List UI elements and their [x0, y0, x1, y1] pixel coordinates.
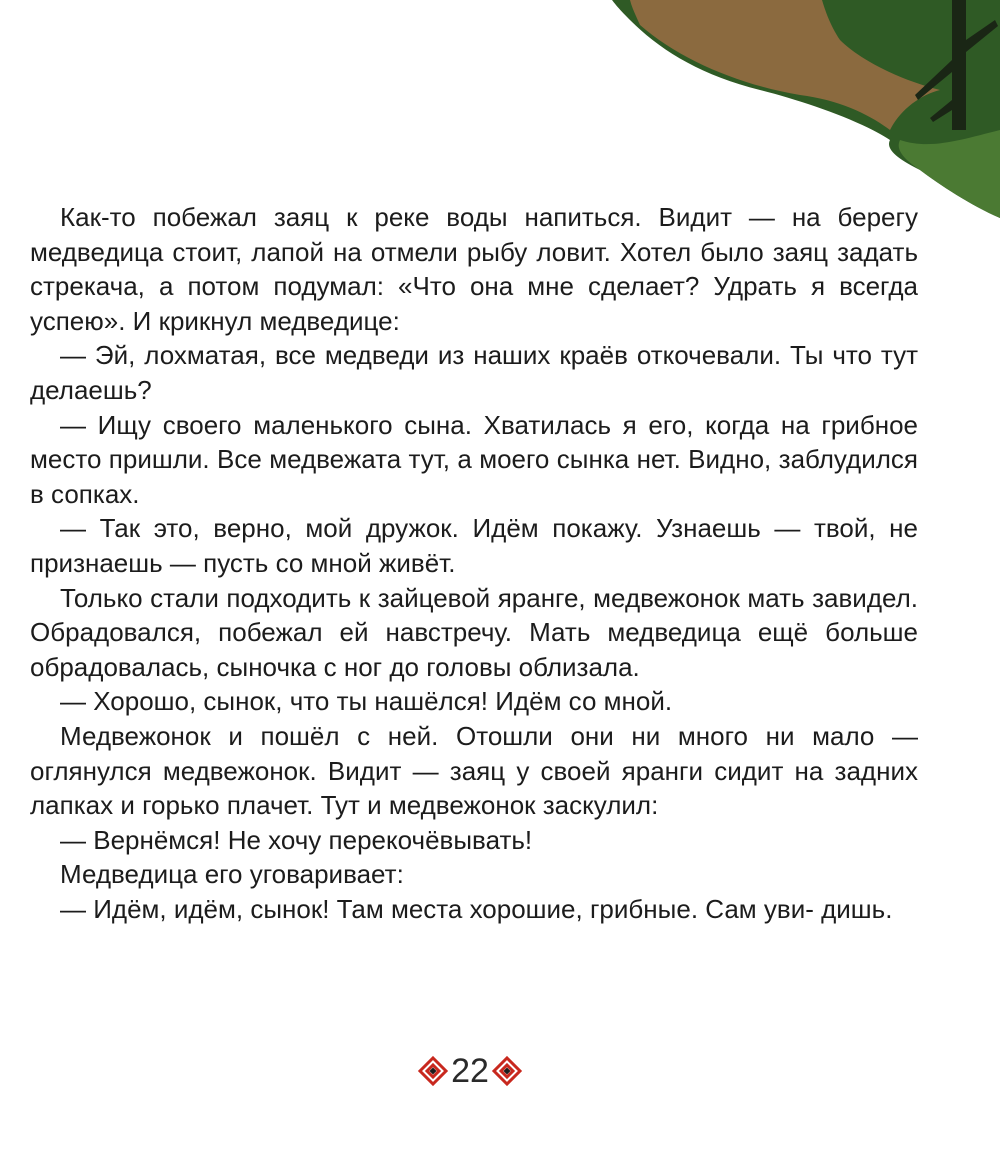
- paragraph: Как-то побежал заяц к реке воды напиться. Видит — на берегу медведица стоит, лапой на отмели рыбу ловит. Хотел было заяц задать стрекача, а потом подумал: «Что она мне сделает? Удрать я всегда успею». И крикнул медведице:: [30, 202, 918, 336]
- paragraph: — Ищу своего маленького сына. Хватилась я его, когда на грибное место пришли. Все медвежата тут, а моего сынка нет. Видно, заблудился в сопках.: [30, 409, 918, 509]
- paragraph: — Эй, лохматая, все медведи из наших краёв откочевали. Ты что тут делаешь?: [30, 340, 918, 405]
- paragraph: Медвежонок и пошёл с ней. Отошли они ни много ни мало — оглянулся медвежонок. Видит — заяц у своей яранги сидит на задних лапках и горько плачет. Тут и медвежонок заскулил:: [30, 720, 918, 821]
- paragraph: — Так это, верно, мой дружок. Идём покажу. Узнаешь — твой, не признаешь — пусть со мной живёт.: [30, 513, 918, 578]
- page-number: 22: [451, 1052, 489, 1090]
- ornament-right-icon: [491, 1055, 523, 1087]
- forest-corner-illustration: [600, 0, 1000, 220]
- paragraph: — Идём, идём, сынок! Там места хорошие, грибные. Сам уви- дишь.: [60, 893, 893, 924]
- paragraph: Медведица его уговаривает:: [60, 859, 404, 890]
- paragraph: Только стали подходить к зайцевой яранге, медвежонок мать завидел. Обрадовался, побежал ей навстречу. Мать медведица ещё больше обрадовалась, сыночка с ног до головы облизала.: [30, 582, 918, 682]
- story-text: [30, 200, 918, 926]
- ornament-left-icon: [417, 1055, 449, 1087]
- page-number-footer: [412, 1048, 528, 1094]
- tree-trunk: [952, 0, 966, 130]
- paragraph: — Хорошо, сынок, что ты нашёлся! Идём со мной.: [60, 686, 673, 717]
- paragraph: — Вернёмся! Не хочу перекочёвывать!: [60, 824, 533, 855]
